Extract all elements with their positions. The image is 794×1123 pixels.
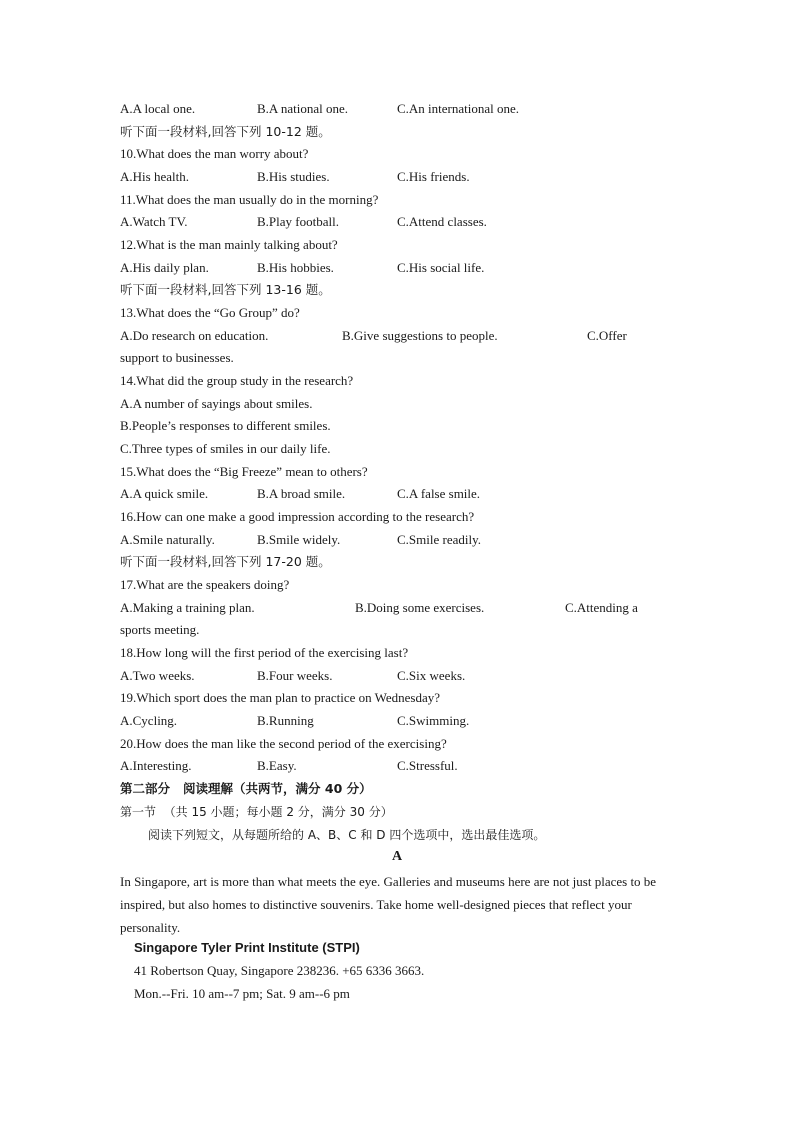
q12-stem: 12.What is the man mainly talking about? <box>120 237 338 252</box>
q11-option-a: A.Watch TV. <box>120 214 188 229</box>
q11-stem: 11.What does the man usually do in the morning? <box>120 192 379 207</box>
q19-option-c: C.Swimming. <box>397 713 470 728</box>
q17-option-a: A.Making a training plan. <box>120 600 255 615</box>
q15-option-c: C.A false smile. <box>397 486 481 501</box>
instruction-10-12: 听下面一段材料,回答下列 10-12 题。 <box>120 124 331 139</box>
q11-option-b: B.Play football. <box>257 214 339 229</box>
q12-option-a: A.His daily plan. <box>120 260 209 275</box>
q14-stem: 14.What did the group study in the research? <box>120 373 354 388</box>
section1-heading: 第一节 （共 15 小题；每小题 2 分，满分 30 分） <box>120 805 393 819</box>
q16-option-c: C.Smile readily. <box>397 532 482 547</box>
section1-instructions: 阅读下列短文，从每题所给的 A、B、C 和 D 四个选项中，选出最佳选项。 <box>148 828 546 842</box>
q18-stem: 18.How long will the first period of the exercising last? <box>120 645 409 660</box>
q20-option-b: B.Easy. <box>257 758 297 773</box>
q17-option-c: C.Attending a <box>565 600 638 615</box>
q17-option-b: B.Doing some exercises. <box>355 600 485 615</box>
q13-option-a: A.Do research on education. <box>120 328 269 343</box>
q12-option-b: B.His hobbies. <box>257 260 334 275</box>
q14-option-c: C.Three types of smiles in our daily life. <box>120 441 331 456</box>
q14-option-a: A.A number of sayings about smiles. <box>120 396 313 411</box>
passage-label: A <box>392 849 403 864</box>
q12-option-c: C.His social life. <box>397 260 485 275</box>
q17-option-c-continued: sports meeting. <box>120 622 200 637</box>
part2-heading: 第二部分 阅读理解（共两节，满分 40 分） <box>120 781 372 796</box>
q13-option-c: C.Offer <box>587 328 627 343</box>
q13-stem: 13.What does the “Go Group” do? <box>120 305 300 320</box>
stpi-address: 41 Robertson Quay, Singapore 238236. +65 6336 3663. <box>134 963 425 978</box>
stpi-name: Singapore Tyler Print Institute (STPI) <box>134 940 360 955</box>
q13-option-b: B.Give suggestions to people. <box>342 328 498 343</box>
q18-option-c: C.Six weeks. <box>397 668 466 683</box>
q19-stem: 19.Which sport does the man plan to practice on Wednesday? <box>120 690 441 705</box>
q19-option-b: B.Running <box>257 713 314 728</box>
q19-option-a: A.Cycling. <box>120 713 178 728</box>
q17-stem: 17.What are the speakers doing? <box>120 577 290 592</box>
stpi-hours: Mon.--Fri. 10 am--7 pm; Sat. 9 am--6 pm <box>134 986 350 1001</box>
q15-option-a: A.A quick smile. <box>120 486 209 501</box>
q16-option-b: B.Smile widely. <box>257 532 341 547</box>
q20-option-c: C.Stressful. <box>397 758 458 773</box>
q13-option-c-continued: support to businesses. <box>120 350 234 365</box>
passage-intro: In Singapore, art is more than what meets the eye. Galleries and museums here are not just places to be inspired, but also homes to distinctive souvenirs. Take home well-designed pieces that reflect your personality. <box>120 874 657 935</box>
q10-option-a: A.His health. <box>120 169 189 184</box>
q15-option-b: B.A broad smile. <box>257 486 346 501</box>
q18-option-a: A.Two weeks. <box>120 668 195 683</box>
instruction-13-16: 听下面一段材料,回答下列 13-16 题。 <box>120 282 331 297</box>
q14-option-b: B.People’s responses to different smiles. <box>120 418 331 433</box>
q10-option-b: B.His studies. <box>257 169 330 184</box>
q20-stem: 20.How does the man like the second period of the exercising? <box>120 736 447 751</box>
q16-stem: 16.How can one make a good impression according to the research? <box>120 509 475 524</box>
q15-stem: 15.What does the “Big Freeze” mean to others? <box>120 464 368 479</box>
instruction-17-20: 听下面一段材料,回答下列 17-20 题。 <box>120 554 331 569</box>
q10-stem: 10.What does the man worry about? <box>120 146 309 161</box>
q9-option-a: A.A local one. <box>120 101 196 116</box>
q16-option-a: A.Smile naturally. <box>120 532 215 547</box>
q20-option-a: A.Interesting. <box>120 758 192 773</box>
q18-option-b: B.Four weeks. <box>257 668 333 683</box>
q11-option-c: C.Attend classes. <box>397 214 487 229</box>
q10-option-c: C.His friends. <box>397 169 470 184</box>
q9-option-b: B.A national one. <box>257 101 348 116</box>
q9-option-c: C.An international one. <box>397 101 520 116</box>
